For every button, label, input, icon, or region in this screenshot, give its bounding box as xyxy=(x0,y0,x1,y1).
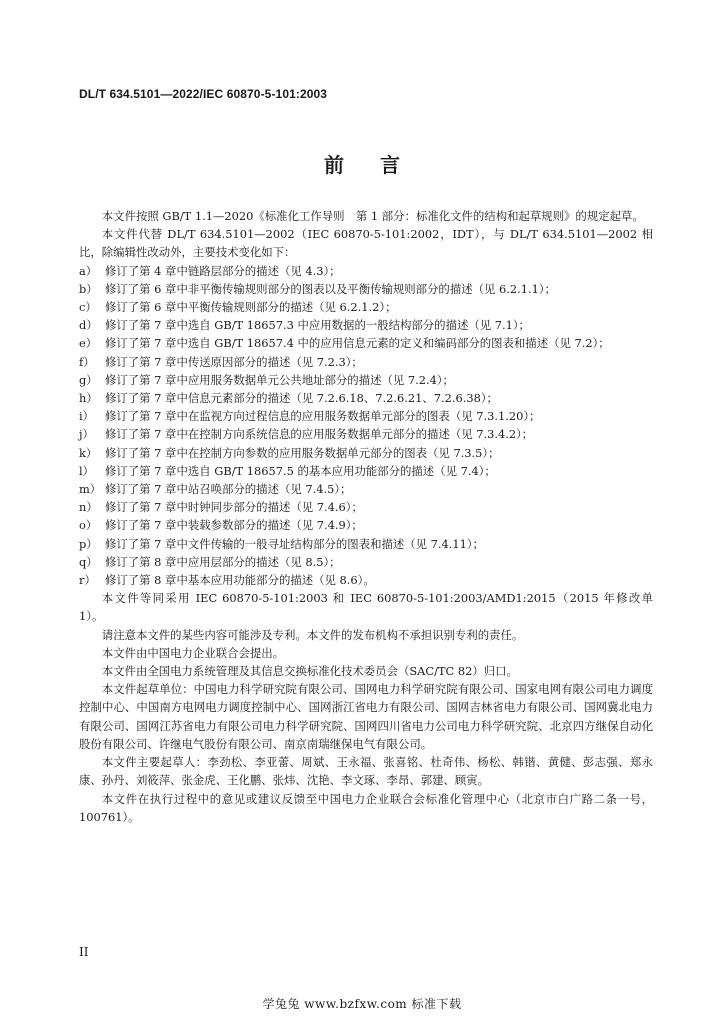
list-item-text: 修订了第 7 章中信息元素部分的描述（见 7.2.6.18、7.2.6.21、7.2.6.38）； xyxy=(105,391,498,406)
list-item xyxy=(79,334,653,352)
list-marker: a） xyxy=(79,263,98,278)
foreword-body xyxy=(79,207,653,826)
list-item-text: 修订了第 6 章中非平衡传输规则部分的图表以及平衡传输规则部分的描述（见 6.2.1.1）； xyxy=(105,281,556,296)
adoption-paragraph: 本文件等同采用 IEC 60870-5-101:2003 和 IEC 60870-5-101:2003/AMD1:2015（2015 年修改单 1）。 xyxy=(79,591,653,624)
list-item xyxy=(79,462,653,480)
list-item-text: 修订了第 7 章中在控制方向系统信息的应用服务数据单元部分的描述（见 7.3.4.2）； xyxy=(105,427,534,442)
list-item-text: 修订了第 7 章中在控制方向参数的应用服务数据单元部分的图表（见 7.3.5）； xyxy=(105,445,500,460)
list-item-text: 修订了第 8 章中应用层部分的描述（见 8.5）； xyxy=(105,554,341,569)
intro-paragraph: 本文件代替 DL/T 634.5101—2002（IEC 60870-5-101:2002，IDT），与 DL/T 634.5101—2002 相比，除编辑性改动外，主要技术变化如下： xyxy=(79,227,653,260)
list-item-text: 修订了第 7 章中选自 GB/T 18657.4 中的应用信息元素的定义和编码部分的图表和描述（见 7.2）； xyxy=(105,336,610,351)
list-item xyxy=(79,316,653,334)
list-marker: l） xyxy=(79,463,95,478)
changes-list xyxy=(79,262,653,590)
list-item-text: 修订了第 7 章中在监视方向过程信息的应用服务数据单元部分的图表（见 7.3.1.20）； xyxy=(105,409,541,424)
drafters-paragraph: 本文件主要起草人：李劲松、李亚蕾、周斌、王永福、张喜铭、杜奇伟、杨松、韩锴、黄健、彭志强、郑永康、孙丹、刘筱萍、张金虎、王化鹏、张炜、沈艳、李文琢、李昂、郭建、顾寅。 xyxy=(79,755,653,788)
patent-notice-paragraph: 请注意本文件的某些内容可能涉及专利。本文件的发布机构不承担识别专利的责任。 xyxy=(101,627,524,642)
list-marker: e） xyxy=(79,336,98,351)
list-item-text: 修订了第 7 章中选自 GB/T 18657.3 中应用数据的一般结构部分的描述（见 7.1）； xyxy=(105,318,530,333)
list-item xyxy=(79,571,653,589)
list-item-text: 修订了第 4 章中链路层部分的描述（见 4.3）； xyxy=(105,263,341,278)
list-marker: i） xyxy=(79,409,95,424)
download-site-footer: 学兔兔 www.bzfxw.com 标准下载 xyxy=(262,997,462,1011)
list-item-text: 修订了第 7 章中应用服务数据单元公共地址部分的描述（见 7.2.4）； xyxy=(105,372,454,387)
list-item-text: 修订了第 7 章中时钟同步部分的描述（见 7.4.6）； xyxy=(105,500,363,515)
list-item xyxy=(79,444,653,462)
list-item xyxy=(79,298,653,316)
committee-paragraph: 本文件由全国电力系统管理及其信息交换标准化技术委员会（SAC/TC 82）归口。 xyxy=(101,664,518,679)
list-item xyxy=(79,516,653,534)
list-item xyxy=(79,262,653,280)
page-title: 前言 xyxy=(324,153,436,177)
list-item-text: 修订了第 7 章中站召唤部分的描述（见 7.4.5）； xyxy=(105,482,352,497)
list-marker: r） xyxy=(79,573,96,588)
list-marker: m） xyxy=(79,482,102,497)
list-item xyxy=(79,425,653,443)
list-item-text: 修订了第 8 章中基本应用功能部分的描述（见 8.6）。 xyxy=(105,573,375,588)
list-marker: n） xyxy=(79,500,98,515)
list-item-text: 修订了第 7 章中装载参数部分的描述（见 7.4.9）； xyxy=(105,518,363,533)
list-item xyxy=(79,353,653,371)
list-item-text: 修订了第 7 章中传送原因部分的描述（见 7.2.3）； xyxy=(105,354,363,369)
list-marker: g） xyxy=(79,372,98,387)
feedback-paragraph: 本文件在执行过程中的意见或建议反馈至中国电力企业联合会标准化管理中心（北京市白广路二条一号，100761）。 xyxy=(79,791,653,824)
list-item xyxy=(79,371,653,389)
list-item xyxy=(79,498,653,516)
list-marker: q） xyxy=(79,554,98,569)
list-marker: k） xyxy=(79,445,98,460)
list-item-text: 修订了第 7 章中文件传输的一般寻址结构部分的图表和描述（见 7.4.11）； xyxy=(105,536,484,551)
list-item xyxy=(79,535,653,553)
list-marker: b） xyxy=(79,281,98,296)
list-marker: c） xyxy=(79,300,97,315)
intro-paragraph: 本文件按照 GB/T 1.1—2020《标准化工作导则 第 1 部分：标准化文件的结构和起草规则》的规定起草。 xyxy=(101,209,644,223)
list-item xyxy=(79,389,653,407)
list-marker: f） xyxy=(79,354,95,369)
list-item-text: 修订了第 6 章中平衡传输规则部分的描述（见 6.2.1.2）； xyxy=(105,300,397,315)
page-number: II xyxy=(79,945,89,959)
list-item xyxy=(79,407,653,425)
list-item xyxy=(79,280,653,298)
list-item-text: 修订了第 7 章中选自 GB/T 18657.5 的基本应用功能部分的描述（见 7.4）； xyxy=(105,463,496,478)
list-item xyxy=(79,553,653,571)
list-marker: o） xyxy=(79,518,98,533)
list-marker: p） xyxy=(79,536,98,551)
list-marker: j） xyxy=(79,427,94,442)
drafting-units-paragraph: 本文件起草单位：中国电力科学研究院有限公司、国网电力科学研究院有限公司、国家电网有限公司电力调度控制中心、中国南方电网电力调度控制中心、国网浙江省电力有限公司、国网吉林省电力有限公司、国网冀北电力有限公司、国网江苏省电力有限公司电力科学研究院、国网四川省电力公司电力科学研究院、北京四方继保自动化股份有限公司、许继电气股份有限公司、南京南瑞继保电气有限公司。 xyxy=(79,682,653,751)
document-code-header: DL/T 634.5101—2022/IEC 60870-5-101:2003 xyxy=(79,87,328,101)
list-item xyxy=(79,480,653,498)
list-marker: h） xyxy=(79,391,98,406)
proposer-paragraph: 本文件由中国电力企业联合会提出。 xyxy=(101,645,285,660)
list-marker: d） xyxy=(79,318,98,333)
